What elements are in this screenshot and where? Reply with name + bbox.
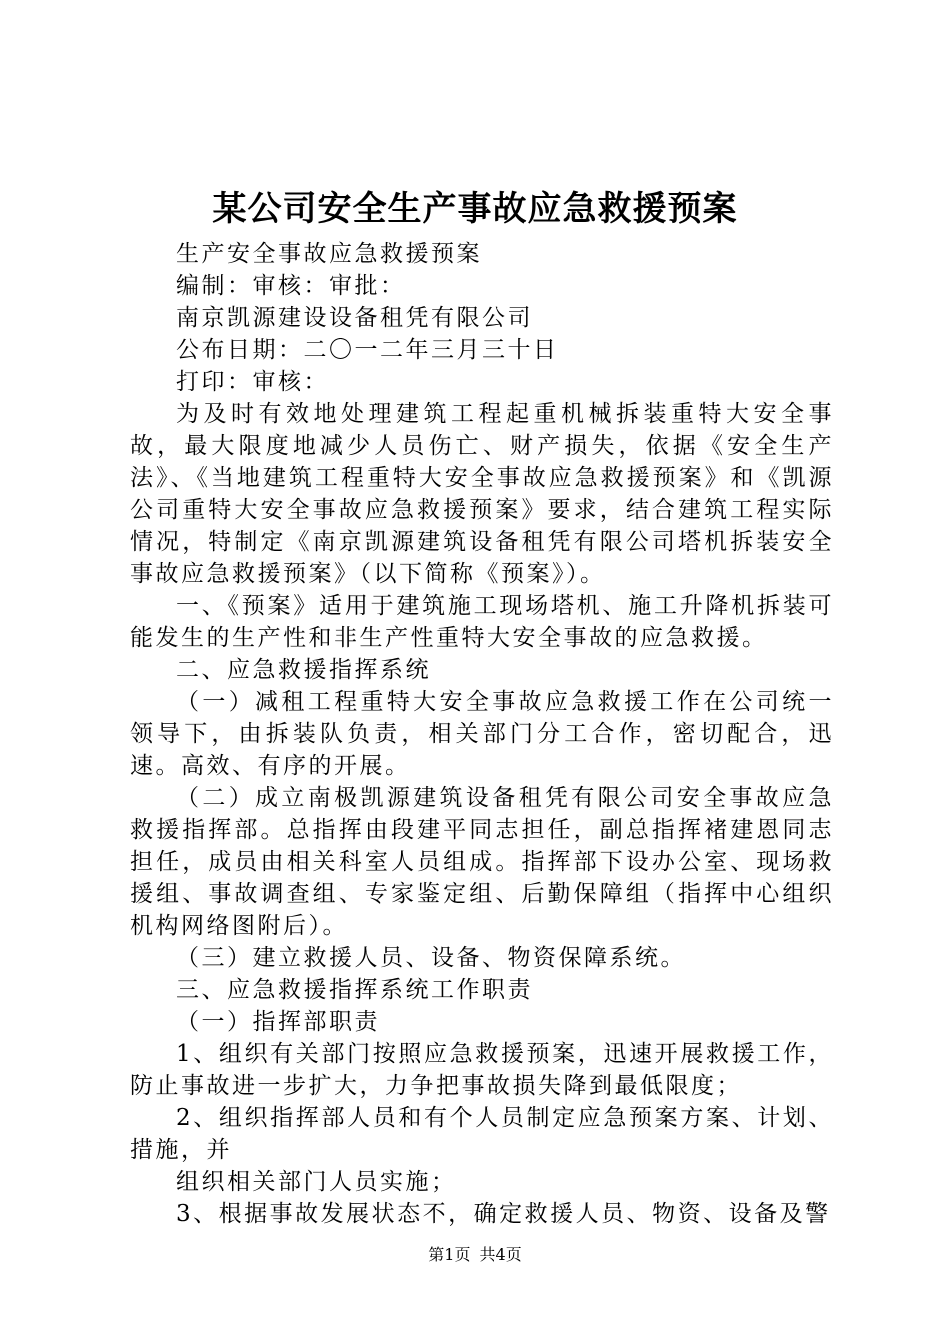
paragraph: 2、组织指挥部人员和有个人员制定应急预案方案、计划、措施，并	[130, 1105, 834, 1163]
document-title: 某公司安全生产事故应急救援预案	[212, 189, 738, 229]
paragraph: （一）减租工程重特大安全事故应急救援工作在公司统一领导下，由拆装队负责，相关部门分工合作，密切配合，迅速。高效、有序的开展。	[130, 689, 834, 779]
paragraph: 二、应急救援指挥系统	[176, 657, 431, 683]
page-footer	[0, 1244, 950, 1266]
paragraph: 1、组织有关部门按照应急救援预案，迅速开展救援工作，防止事故进一步扩大，力争把事故损失降到最低限度；	[130, 1041, 834, 1099]
paragraph: （三）建立救援人员、设备、物资保障系统。	[176, 945, 686, 971]
paragraph: 3、根据事故发展状态不，确定救援人员、物资、设备及警	[176, 1201, 831, 1227]
paragraph: 南京凯源建设设备租凭有限公司	[176, 305, 533, 331]
paragraph: 组织相关部门人员实施；	[176, 1169, 457, 1195]
paragraph: 为及时有效地处理建筑工程起重机械拆装重特大安全事故，最大限度地减少人员伤亡、财产损失，依据《安全生产法》、《当地建筑工程重特大安全事故应急救援预案》和《凯源公司重特大安全事故应急救援预案》要求，结合建筑工程实际情况，特制定《南京凯源建筑设备租凭有限公司塔机拆装安全事故应急救援预案》（以下简称《预案》）。	[130, 401, 834, 587]
paragraph: 三、应急救援指挥系统工作职责	[176, 977, 533, 1003]
paragraph: （二）成立南极凯源建筑设备租凭有限公司安全事故应急救援指挥部。总指挥由段建平同志担任，副总指挥褚建恩同志担任，成员由相关科室人员组成。指挥部下设办公室、现场救援组、事故调查组、专家鉴定组、后勤保障组（指挥中心组织机构网络图附后）。	[130, 785, 834, 939]
paragraph: 编制：审核：审批：	[176, 273, 406, 299]
paragraph: （一）指挥部职责	[176, 1009, 380, 1035]
paragraph: 生产安全事故应急救援预案	[176, 241, 482, 267]
paragraph: 公布日期：二〇一二年三月三十日	[176, 337, 559, 363]
page-number: 第1页	[428, 1245, 471, 1264]
page-total: 共4页	[479, 1245, 522, 1264]
paragraph: 一、《预案》适用于建筑施工现场塔机、施工升降机拆装可能发生的生产性和非生产性重特大安全事故的应急救援。	[130, 593, 834, 651]
paragraph: 打印：审核：	[176, 369, 329, 395]
document-body	[130, 238, 834, 1230]
